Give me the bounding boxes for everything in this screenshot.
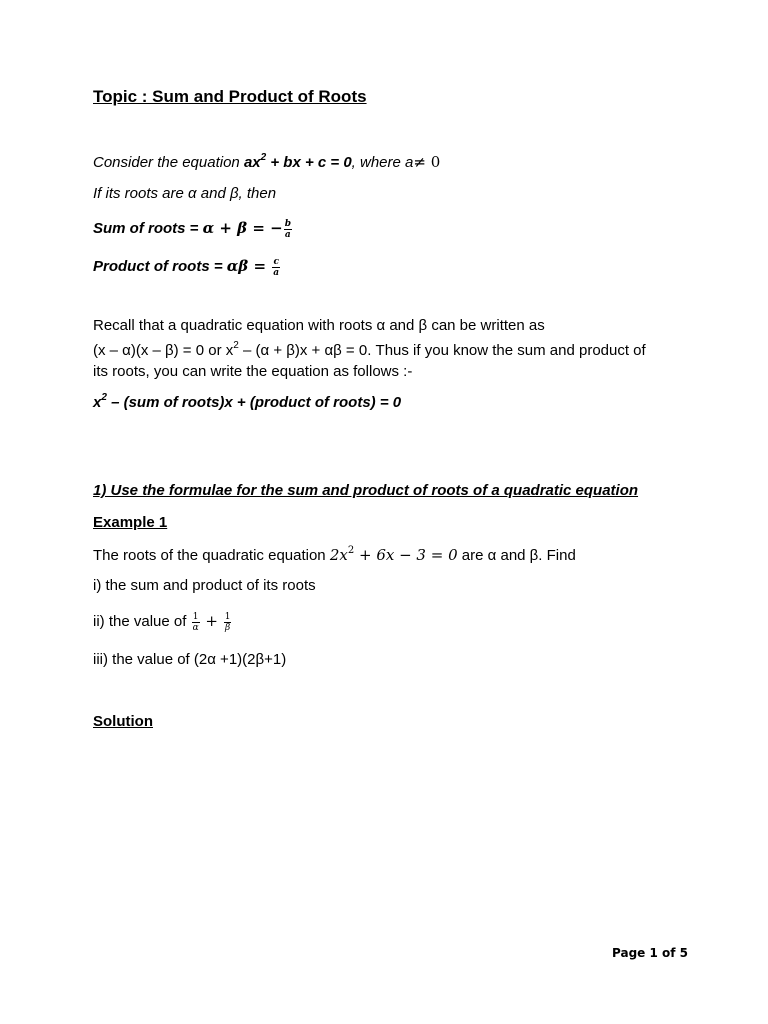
part-ii-denominator-1: α (192, 622, 199, 633)
general-rest: – (sum of roots)x + (product of roots) = 0 (106, 394, 402, 411)
solution-heading: Solution (93, 713, 153, 730)
section-1-heading: 1) Use the formulae for the sum and product of roots of a quadratic equation (93, 482, 639, 499)
page-number: Page 1 of 5 (612, 946, 688, 960)
part-ii-numerator-2: 1 (224, 611, 231, 622)
consider-lead: Consider the equation (93, 154, 244, 171)
part-ii-numerator-1: 1 (192, 611, 199, 622)
consider-eq-exp: 2 (260, 152, 267, 163)
sum-denominator: a (284, 229, 291, 240)
part-ii-denominator-2: β (225, 622, 231, 633)
product-denominator: a (273, 267, 280, 278)
recall-line-2-a: (x – α)(x – β) = 0 or x (93, 342, 234, 359)
example-statement (93, 545, 576, 566)
general-exp: 2 (101, 392, 107, 403)
product-label: Product of roots = (93, 258, 227, 275)
part-iii: iii) the value of (2α +1)(2β+1) (93, 651, 287, 668)
recall-line-3: its roots, you can write the equation as follows :- (93, 363, 413, 380)
part-ii (93, 611, 232, 633)
product-fraction (272, 257, 280, 278)
consider-line (93, 152, 440, 173)
sum-label: Sum of roots = (93, 220, 203, 237)
product-of-roots-line (93, 256, 281, 278)
example-1-heading: Example 1 (93, 514, 168, 531)
example-eq-b: + 6x − 3 = 0 (354, 546, 458, 564)
part-ii-fraction-alpha (192, 612, 200, 633)
consider-where: , where a (351, 154, 414, 171)
page-title: Topic : Sum and Product of Roots (93, 87, 367, 106)
consider-eq-rest: + bx + c = 0 (266, 154, 352, 171)
product-numerator: c (273, 256, 279, 267)
example-eq-a: 2x (329, 546, 348, 564)
recall-line-2-exp: 2 (233, 340, 239, 351)
sum-numerator: b (284, 218, 291, 229)
general-equation (93, 393, 401, 413)
part-i: i) the sum and product of its roots (93, 577, 316, 594)
consider-eq-a: ax (243, 154, 261, 171)
general-x: x (93, 394, 102, 411)
sum-lhs: α + β = − (202, 219, 283, 237)
consider-neq: ≠ 0 (413, 153, 441, 171)
product-lhs: αβ = (226, 257, 272, 275)
recall-line-1: Recall that a quadratic equation with roots α and β can be written as (93, 317, 545, 334)
part-ii-lead: ii) the value of (93, 613, 191, 630)
example-tail: are α and β. Find (457, 547, 576, 564)
part-ii-fraction-beta (224, 612, 232, 633)
recall-line-2-b: – (α + β)x + αβ = 0. Thus if you know the sum and product of (238, 342, 646, 359)
part-ii-plus: + (200, 612, 223, 630)
sum-fraction (284, 219, 292, 240)
example-lead: The roots of the quadratic equation (93, 547, 330, 564)
roots-line: If its roots are α and β, then (93, 185, 277, 202)
recall-line-2 (93, 341, 646, 361)
sum-of-roots-line (93, 218, 293, 240)
example-eq-exp: 2 (347, 545, 355, 556)
